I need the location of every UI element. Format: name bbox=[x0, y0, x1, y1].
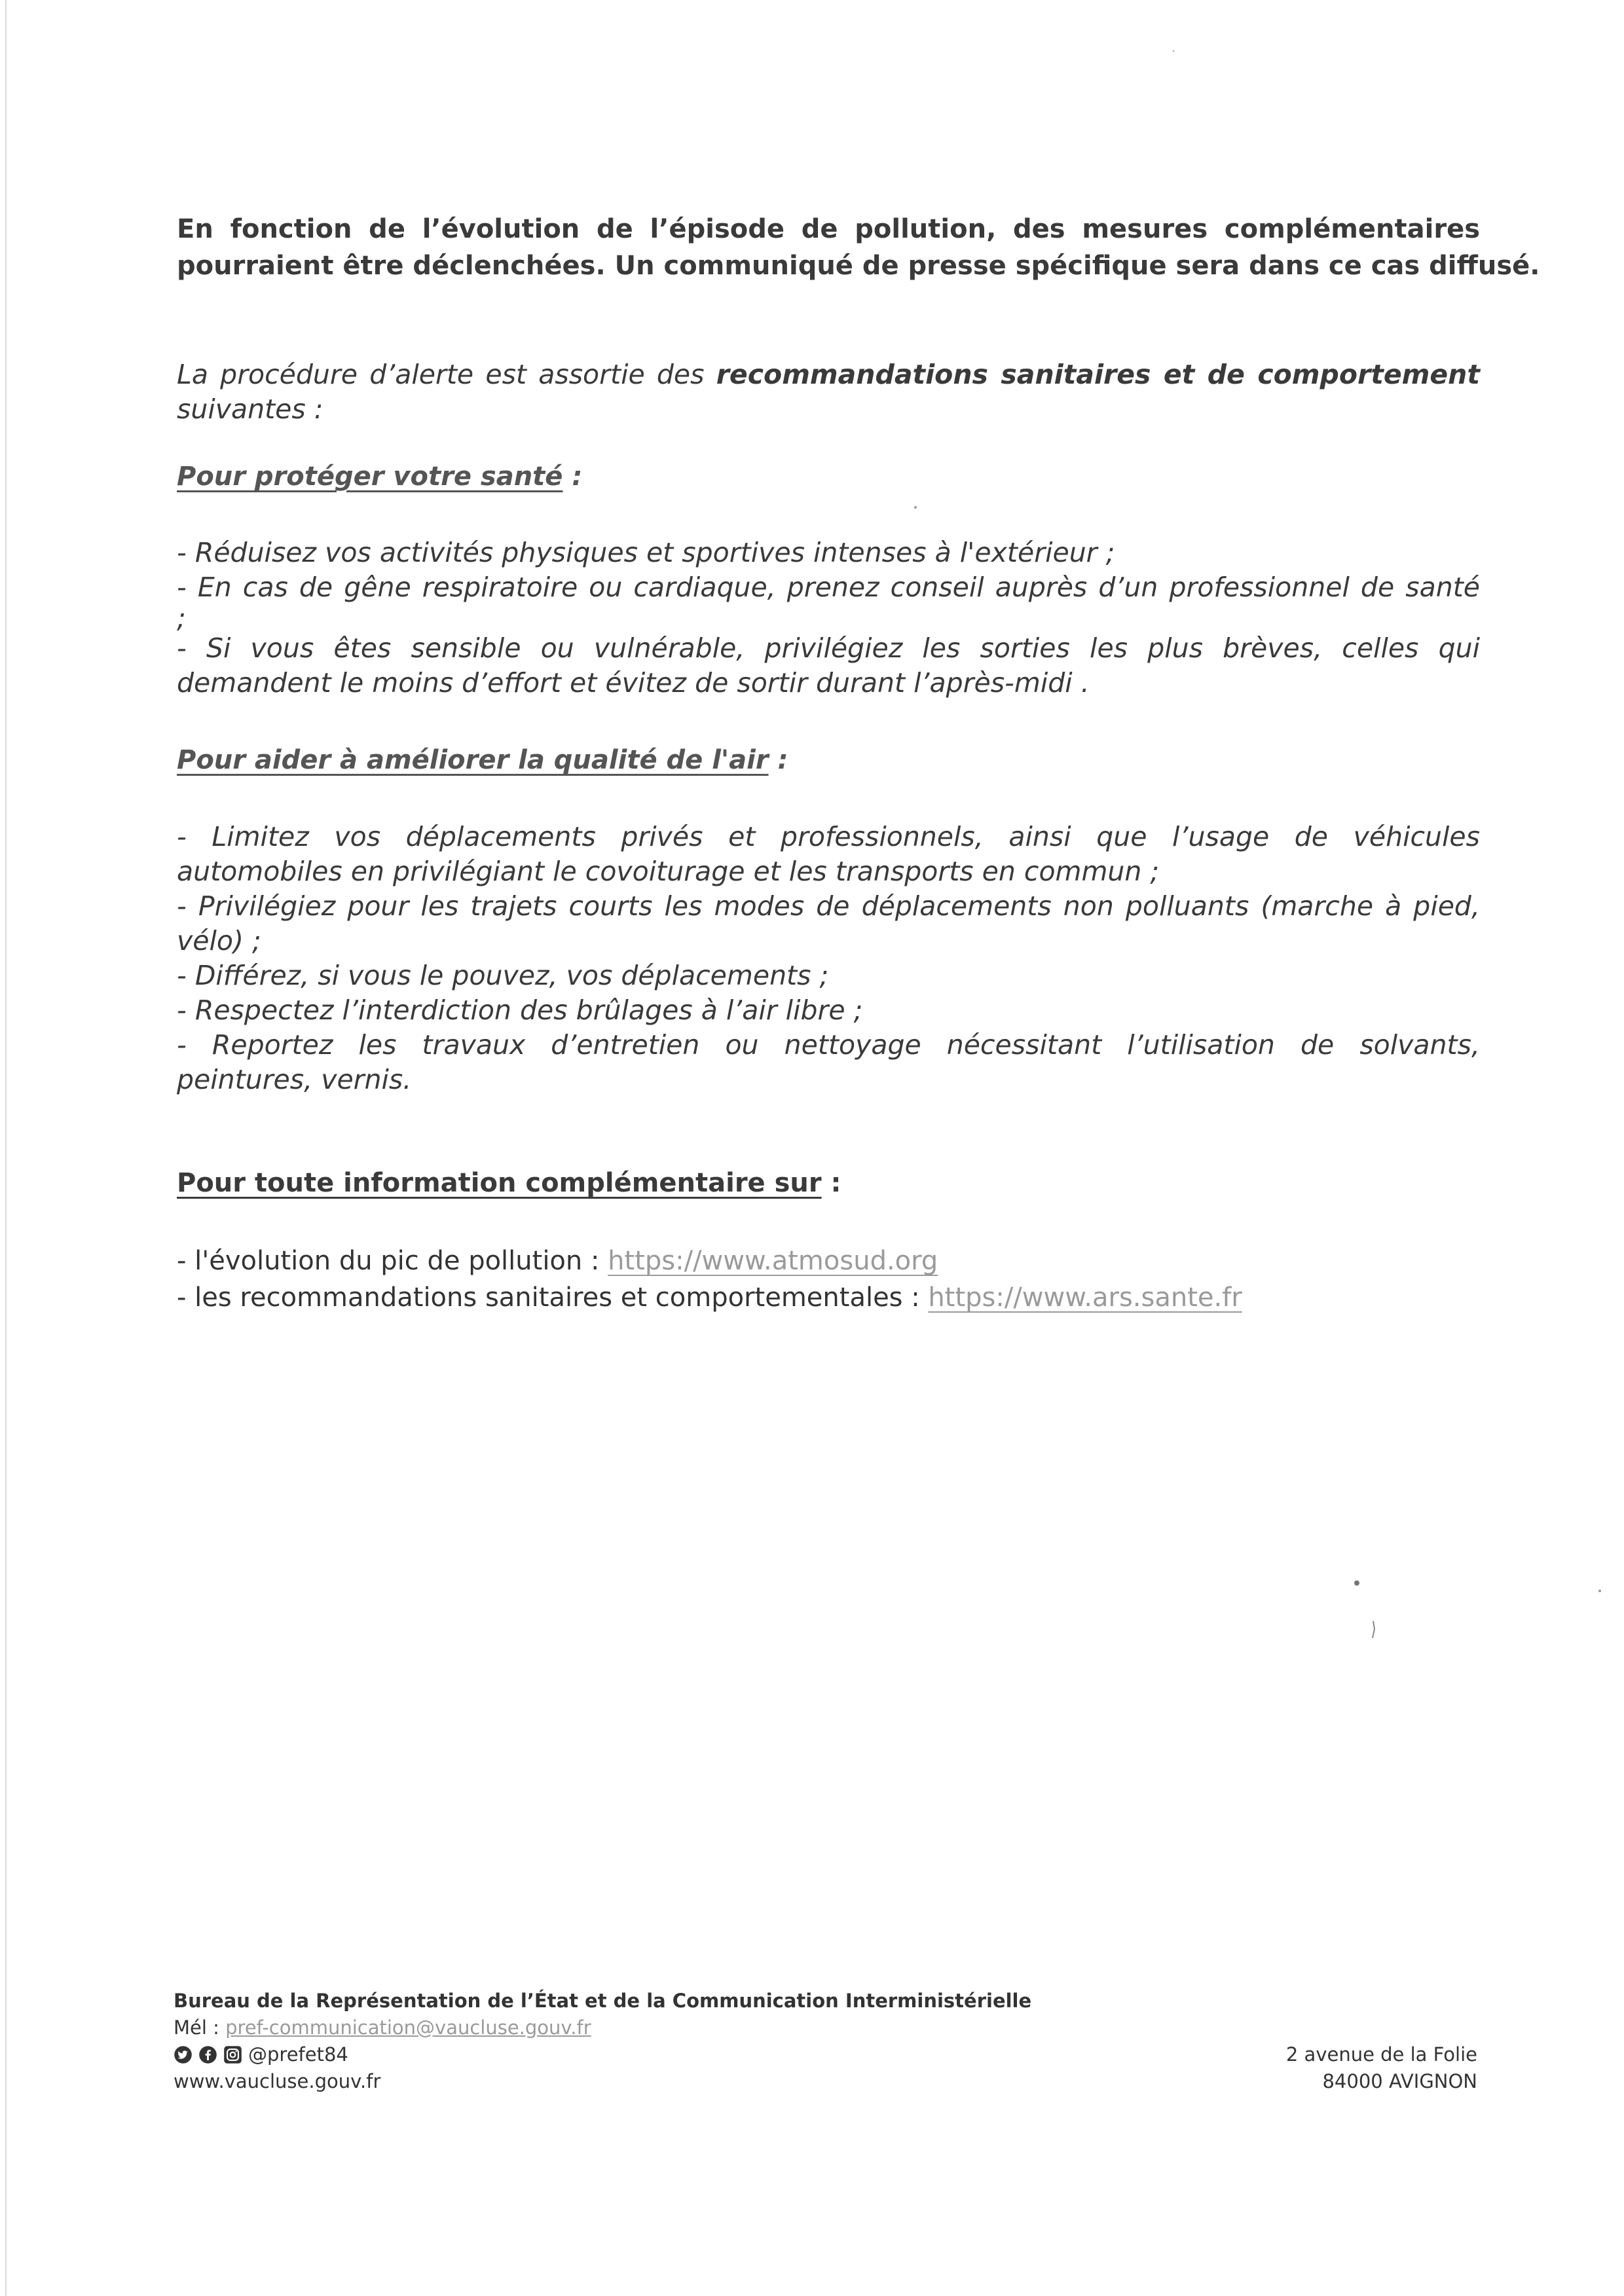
air-heading-text: Pour aider à améliorer la qualité de l'air bbox=[177, 745, 769, 775]
footer-mel-link[interactable]: pref-communication@vaucluse.gouv.fr bbox=[225, 2016, 591, 2039]
ars-link[interactable]: https://www.ars.sante.fr bbox=[928, 1283, 1242, 1313]
footer bbox=[174, 1988, 1031, 2095]
health-item-3-cont: demandent le moins d’effort et évitez de sortir durant l’après-midi . bbox=[177, 667, 1090, 699]
info-item-pollution bbox=[177, 1243, 1480, 1279]
info-heading-suffix: : bbox=[821, 1168, 841, 1198]
info-heading-text: Pour toute information complémentaire sur bbox=[177, 1168, 822, 1198]
health-heading-text: Pour protéger votre santé bbox=[177, 462, 563, 492]
intro-line-2: pourraient être déclenchées. Un communiqué de presse spécifique sera dans ce cas diffusé. bbox=[177, 251, 1540, 281]
footer-address-line-1: 2 avenue de la Folie bbox=[1285, 2043, 1477, 2066]
health-list bbox=[177, 536, 1480, 701]
air-heading-suffix: : bbox=[768, 745, 788, 775]
health-item-1: - Réduisez vos activités physiques et sportives intenses à l'extérieur ; bbox=[177, 537, 1115, 568]
health-heading bbox=[177, 462, 1480, 492]
info-item-sanitary-label: - les recommandations sanitaires et comportementales : bbox=[177, 1283, 929, 1313]
procedure-line-2: suivantes : bbox=[177, 393, 323, 425]
info-heading bbox=[177, 1168, 1480, 1198]
footer-mel-label: Mél : bbox=[174, 2016, 226, 2039]
footer-social-handle[interactable]: @prefet84 bbox=[248, 2043, 348, 2066]
twitter-icon[interactable] bbox=[174, 2045, 193, 2064]
health-item-3: - Si vous êtes sensible ou vulnérable, privilégiez les sorties les plus brèves, celles qui bbox=[177, 632, 1480, 664]
intro-line-1: En fonction de l’évolution de l’épisode de pollution, des mesures complémentaires bbox=[177, 214, 1480, 244]
air-item-5: - Reportez les travaux d’entretien ou nettoyage nécessitant l’utilisation de solvants, bbox=[177, 1029, 1480, 1061]
health-item-2-end: ; bbox=[177, 602, 186, 634]
footer-social bbox=[174, 2041, 1031, 2068]
air-item-3: - Différez, si vous le pouvez, vos déplacements ; bbox=[177, 960, 829, 991]
air-heading bbox=[177, 745, 1480, 775]
air-item-4: - Respectez l’interdiction des brûlages à l’air libre ; bbox=[177, 994, 863, 1026]
air-list bbox=[177, 820, 1480, 1097]
footer-mel bbox=[174, 2014, 1031, 2041]
procedure-paragraph bbox=[177, 357, 1480, 427]
footer-website[interactable]: www.vaucluse.gouv.fr bbox=[174, 2070, 381, 2092]
atmosud-link[interactable]: https://www.atmosud.org bbox=[608, 1246, 938, 1276]
footer-address bbox=[1286, 2041, 1477, 2095]
info-item-pollution-label: - l'évolution du pic de pollution : bbox=[177, 1246, 608, 1276]
footer-office: Bureau de la Représentation de l’État et de la Communication Interministérielle bbox=[174, 1990, 1032, 2012]
health-heading-suffix: : bbox=[563, 462, 583, 492]
health-item-2: - En cas de gêne respiratoire ou cardiaque, prenez conseil auprès d’un professionnel de santé bbox=[177, 572, 1480, 603]
procedure-line-1 bbox=[177, 357, 1480, 392]
air-item-1: - Limitez vos déplacements privés et professionnels, ainsi que l’usage de véhicules bbox=[177, 821, 1480, 852]
air-item-2-cont: vélo) ; bbox=[177, 925, 261, 957]
air-item-1-cont: automobiles en privilégiant le covoiturage et les transports en commun ; bbox=[177, 856, 1160, 887]
air-item-2: - Privilégiez pour les trajets courts les modes de déplacements non polluants (marche à pied, bbox=[177, 890, 1480, 922]
facebook-icon[interactable] bbox=[198, 2045, 217, 2064]
intro-paragraph bbox=[177, 211, 1540, 284]
info-item-sanitary bbox=[177, 1279, 1480, 1316]
instagram-icon[interactable] bbox=[223, 2045, 242, 2064]
footer-address-line-2: 84000 AVIGNON bbox=[1322, 2070, 1477, 2092]
info-list bbox=[177, 1243, 1480, 1316]
scan-edge-line bbox=[5, 0, 7, 2296]
procedure-emphasis: recommandations sanitaires et de comportement bbox=[716, 359, 1480, 390]
procedure-text: La procédure d’alerte est assortie des bbox=[177, 359, 705, 390]
air-item-5-cont: peintures, vernis. bbox=[177, 1064, 412, 1095]
